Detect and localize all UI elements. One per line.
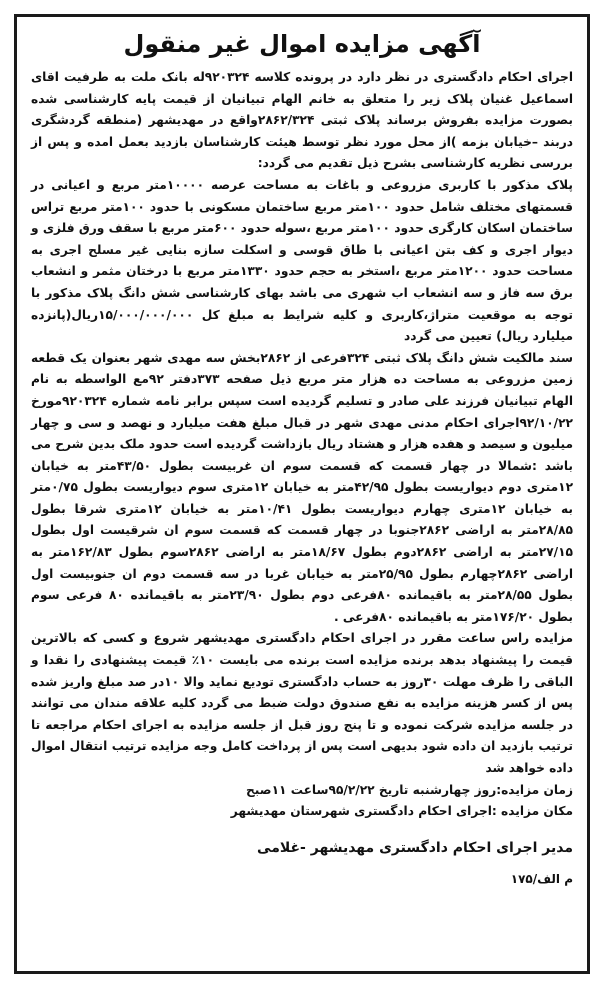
signature-line: مدیر اجرای احکام دادگستری مهدیشهر -غلامی [257, 839, 573, 856]
deed-boundaries-paragraph: سند مالکیت شش دانگ پلاک ثبتی ۳۲۴فرعی از ۲۸۶۲بخش سه مهدی شهر بعنوان یک قطعه زمین مزروعی به مساحت ده هزار متر مربع ذیل صفحه ۳۷۳دفتر ۹۲مع الواسطه به نام الهام تبیانیان فرزند علی صادر و تسلیم گردیده است سپس برابر نامه شماره ۹۲۰۳۲۴مورخ ۹۲/۱۰/۲۲اجرای احکام مدنی مهدی شهر در قبال مبلغ هفت میلیارد و نهصد و سی و چهار میلیون و سیصد و هفده هزار و هشتاد ریال بازداشت گردیده است حدود ملک بدین شرح می باشد :شمالا در چهار قسمت که قسمت سوم ان غربیست بطول ۴۳/۵۰متر به خیابان ۱۲متری دوم دیواریست بطول ۴۲/۹۵متر به خیابان ۱۲متری سوم دیواریست بطول ۰/۷۵متر به خیابان ۱۲متری چهارم دیواریست بطول ۱۰/۴۱متر به خیابان ۱۲متری شرقا بطول ۲۸/۸۵متر به اراضی ۲۸۶۲جنوبا در چهار قسمت که قسمت سوم ان شرقیست اول بطول ۲۷/۱۵متر به اراضی ۲۸۶۲دوم بطول ۱۸/۶۷متر به اراضی ۲۸۶۲سوم بطول ۱۶۲/۸۳متر به اراضی ۲۸۶۲چهارم بطول ۲۵/۹۵متر به خیابان غربا در سه قسمت دوم ان جنوبیست اول بطول ۲۸/۵۵متر به باقیمانده ۸۰فرعی دوم بطول ۲۳/۹۰متر به باقیمانده ۸۰ فرعی سوم بطول ۱۷۶/۲۰متر به باقیمانده ۸۰فرعی . [31, 350, 574, 624]
intro-paragraph: اجرای احکام دادگستری در نظر دارد در پرونده کلاسه ۹۲۰۳۲۴له بانک ملت به طرفیت اقای اسماعیل غنیان پلاک زیر را متعلق به خانم الهام تبیانیان از قیمت پایه کارشناسی شده بصورت مزایده بفروش برساند پلاک ثبتی ۲۸۶۲/۳۲۴واقع در مهدیشهر (منطقه گردشگری دربند –خیابان بزمه )از محل مورد نظر توسط هیئت کارشناسان بازدید بعمل امده و پس از بررسی نظریه کارشناسی بشرح ذیل تقدیم می گردد: [31, 70, 573, 171]
property-description-paragraph: پلاک مذکور با کاربری مزروعی و باغات به مساحت عرصه ۱۰۰۰۰متر مربع و اعیانی در قسمتهای مختلف شامل حدود ۱۰۰متر مربع ساختمان مسکونی با حدود ۱۰۰متر مربع تراس ساختمان اسکان کارگری حدود ۱۰۰متر مربع ،سوله حدود ۶۰۰متر مربع با سقف ورق فلزی و دیوار اجری و کف بتن اعیانی با طاق قوسی و اسکلت سازه بنایی غیر مسلح اجری به مساحت حدود ۱۲۰۰متر مربع ،استخر به حجم حدود ۱۳۳۰متر مربع با درختان مثمر و انشعاب برق سه فاز و سه انشعاب اب شهری می باشد بهای کارشناسی شش دانگ پلاک مذکور با توجه به موقعیت متراژ،کاربری و کلیه شرایط به مبلغ کل ۱۵/۰۰۰/۰۰۰/۰۰۰ریال(پانزده میلیارد ریال) تعیین می گردد [31, 177, 574, 344]
auction-terms-paragraph: مزایده راس ساعت مقرر در اجرای احکام دادگستری مهدیشهر شروع و کسی که بالاترین قیمت را پیشنهاد بدهد برنده مزایده است برنده می بایست ۱۰٪ قیمت پیشنهادی را نقدا و الباقی را ظرف مهلت ۳۰روز به حساب دادگستری تودیع نماید والا ۱۰در صد مبلغ واریز شده پس از کسر هزینه مزایده به نفع صندوق دولت ضبط می گردد کلیه علاقه مندان می توانند در جلسه مزایده شرکت نموده و تا پنج روز قبل از جلسه مزایده به اجرای احکام مراجعه تا ترتیب بازدید ان داده شود بدیهی است پس از پرداخت کامل وجه مزایده ترتیب انتقال اموال داده خواهد شد [31, 631, 574, 775]
reference-code: م الف/۱۷۵ [510, 871, 573, 886]
notice-frame [14, 14, 590, 974]
auction-place-line: مکان مزایده :اجرای احکام دادگستری شهرستان مهدیشهر [230, 804, 573, 819]
notice-title: آگهی مزایده اموال غیر منقول [123, 30, 481, 58]
auction-time-line: زمان مزایده:روز چهارشنبه تاریخ ۹۵/۲/۲۲ساعت ۱۱صبح [246, 782, 573, 797]
